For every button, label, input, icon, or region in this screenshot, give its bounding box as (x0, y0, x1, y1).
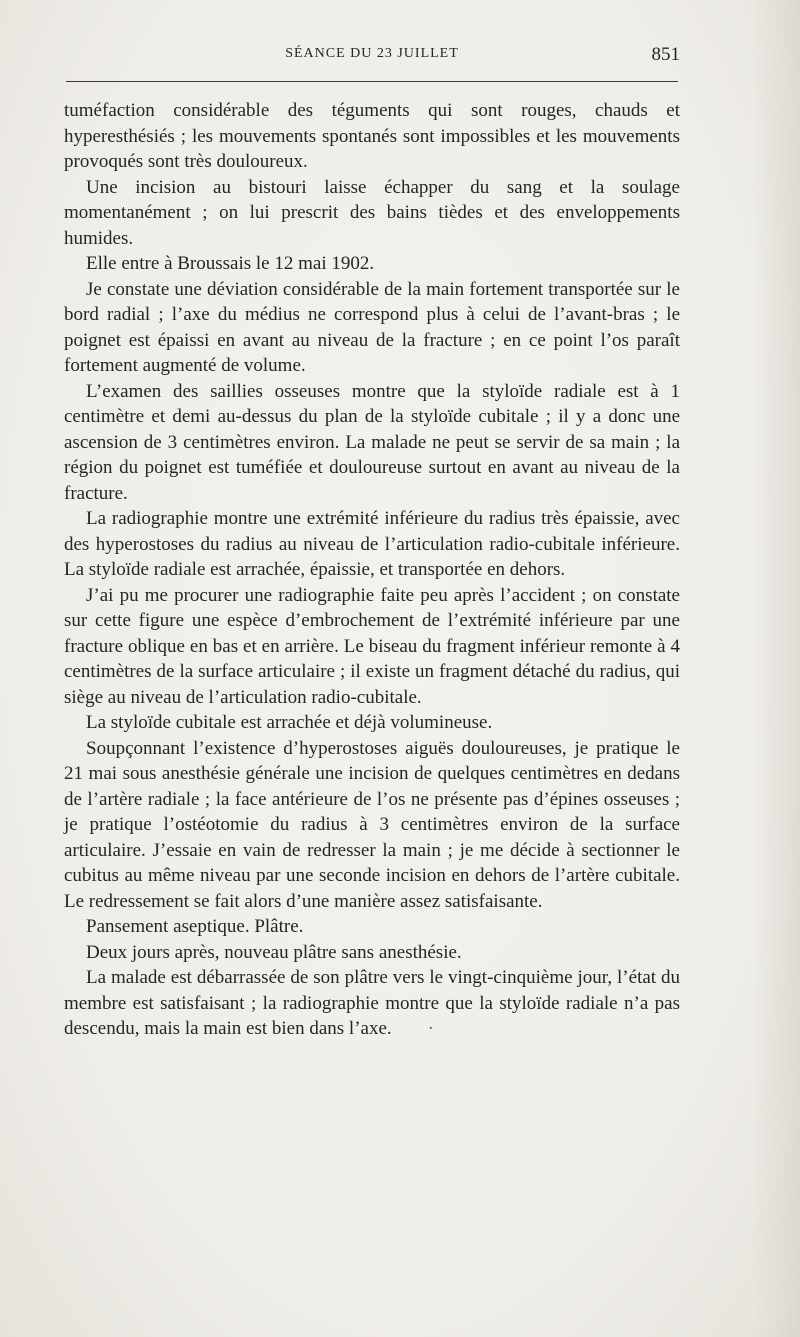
header-rule (66, 81, 678, 82)
paragraph: tuméfaction considérable des téguments qui sont rouges, chauds et hyperesthésiés ; les mouvements spontanés sont impossibles et les mouvements provoqués sont très douloureux. (64, 100, 680, 172)
paragraph: La styloïde cubitale est arrachée et déjà volumineuse. (86, 712, 493, 733)
page-number: 851 (651, 44, 680, 65)
ink-speck: · (427, 1018, 434, 1039)
paragraph: Pansement aseptique. Plâtre. (86, 916, 304, 937)
body-text (64, 98, 680, 1042)
running-head: SÉANCE DU 23 JUILLET (285, 46, 459, 61)
paragraph: J’ai pu me procurer une radiographie faite peu après l’accident ; on constate sur cette figure une espèce d’embrochement de l’extrémité inférieure par une fracture oblique en bas et en arrière. Le biseau du fragment inférieur remonte à 4 centimètres de la surface articulaire ; il existe un fragment détaché du radius, qui siège au niveau de l’articulation radio-cubitale. (64, 584, 680, 708)
paragraph: Une incision au bistouri laisse échapper du sang et la soulage momentanément ; on lui prescrit des bains tièdes et des enveloppements humides. (64, 176, 680, 249)
paragraph: Elle entre à Broussais le 12 mai 1902. (86, 253, 375, 274)
paragraph-text: La malade est débarrassée de son plâtre vers le vingt-cinquième jour, l’état du membre est satisfaisant ; la radiographie montre que la styloïde radiale n’a pas descendu, mais la main est bien dans l’axe. (64, 967, 680, 1039)
paragraph: La radiographie montre une extrémité inférieure du radius très épaissie, avec des hyperostoses du radius au niveau de l’articulation radio-cubitale inférieure. La styloïde radiale est arrachée, épaissie, et transportée en dehors. (64, 508, 680, 580)
page-edge-shadow (752, 0, 800, 1337)
paragraph: Deux jours après, nouveau plâtre sans anesthésie. (86, 941, 462, 963)
paragraph (64, 965, 680, 1042)
paragraph: L’examen des saillies osseuses montre que la styloïde radiale est à 1 centimètre et demi au-dessus du plan de la styloïde cubitale ; il y a donc une ascension de 3 centimètres environ. La malade ne peut se servir de sa main ; la région du poignet est tuméfiée et douloureuse surtout en avant au niveau de la fracture. (64, 380, 680, 504)
paragraph: Je constate une déviation considérable de la main fortement transportée sur le bord radial ; l’axe du médius ne correspond plus à celui de l’avant-bras ; le poignet est épaissi en avant au niveau de la fracture ; en ce point l’os paraît fortement augmenté de volume. (64, 278, 680, 376)
page-header (64, 44, 680, 74)
paragraph: Soupçonnant l’existence d’hyperostoses aiguës douloureuses, je pratique le 21 mai sous anesthésie générale une incision de quelques centimètres en dedans de l’artère radiale ; la face antérieure de l’os ne présente pas d’épines osseuses ; je pratique l’ostéotomie du radius à 3 centimètres environ de la surface articulaire. J’essaie en vain de redresser la main ; je me décide à sectionner le cubitus au même niveau par une seconde incision en dehors de l’artère cubitale. Le redressement se fait alors d’une manière assez satisfaisante. (64, 737, 680, 912)
